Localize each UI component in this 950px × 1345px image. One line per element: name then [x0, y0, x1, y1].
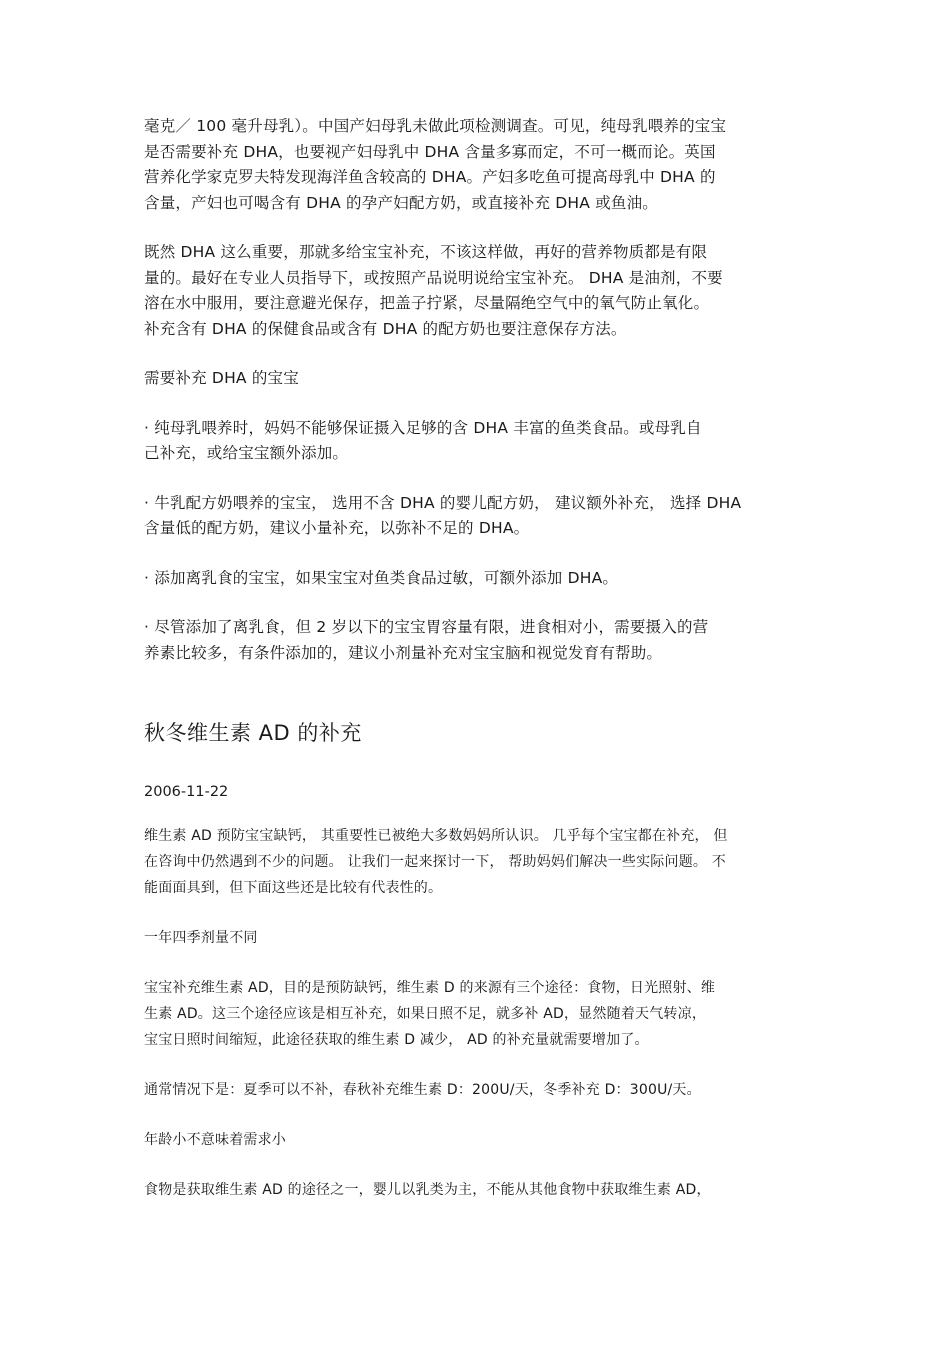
- text-line: 宝宝补充维生素 AD，目的是预防缺钙，维生素 D 的来源有三个途径：食物，日光照射、维: [144, 980, 716, 996]
- bullet-item: [144, 491, 810, 542]
- text-line: 溶在水中服用，要注意避光保存，把盖子拧紧，尽量隔绝空气中的氧气防止氧化。: [144, 294, 710, 312]
- text-line: 在咨询中仍然遇到不少的问题。 让我们一起来探讨一下， 帮助妈妈们解决一些实际问题。 不: [144, 854, 726, 870]
- text-line: 食物是获取维生素 AD 的途径之一，婴儿以乳类为主，不能从其他食物中获取维生素 AD，: [144, 1182, 711, 1198]
- text-line: · 添加离乳食的宝宝，如果宝宝对鱼类食品过敏，可额外添加 DHA。: [144, 568, 619, 587]
- text-line: 养素比较多，有条件添加的，建议小剂量补充对宝宝脑和视觉发育有帮助。: [144, 643, 663, 662]
- bullet-item: [144, 566, 810, 592]
- paragraph-food-sources: [144, 1177, 810, 1203]
- bullet-item: [144, 416, 810, 467]
- paragraph-dha-breastmilk: [144, 114, 810, 216]
- text-line: 己补充，或给宝宝额外添加。: [144, 444, 349, 462]
- text-line: 含量低的配方奶，建议小量补充，以弥补不足的 DHA。: [144, 519, 530, 537]
- article-date: 2006-11-22: [144, 784, 229, 800]
- text-line: 是否需要补充 DHA，也要视产妇母乳中 DHA 含量多寡而定，不可一概而论。英国: [144, 142, 716, 161]
- text-line: 含量，产妇也可喝含有 DHA 的孕产妇配方奶，或直接补充 DHA 或鱼油。: [144, 193, 658, 212]
- subheading-age-need: 年龄小不意味着需求小: [144, 1132, 286, 1148]
- paragraph-ad-sources: [144, 975, 810, 1053]
- paragraph-ad-intro: [144, 823, 810, 901]
- text-line: 补充含有 DHA 的保健食品或含有 DHA 的配方奶也要注意保存方法。: [144, 319, 627, 338]
- paragraph-dosage-guidance: 通常情况下是：夏季可以不补，春秋补充维生素 D：200U/天，冬季补充 D：300U/天。: [144, 1082, 701, 1098]
- section-heading-dha-babies: 需要补充 DHA 的宝宝: [144, 369, 299, 387]
- text-line: 营养化学家克罗夫特发现海洋鱼含较高的 DHA。产妇多吃鱼可提高母乳中 DHA 的: [144, 168, 716, 186]
- text-line: 既然 DHA 这么重要，那就多给宝宝补充，不该这样做，再好的营养物质都是有限: [144, 243, 708, 261]
- article-title: 秋冬维生素 AD 的补充: [144, 721, 362, 745]
- text-line: 量的。最好在专业人员指导下，或按照产品说明说给宝宝补充。 DHA 是油剂，不要: [144, 268, 723, 287]
- document-page: [144, 114, 810, 1203]
- subheading-seasonal-dosage: 一年四季剂量不同: [144, 930, 258, 946]
- text-line: 维生素 AD 预防宝宝缺钙， 其重要性已被绝大多数妈妈所认识。 几乎每个宝宝都在补充， 但: [144, 828, 728, 844]
- text-line: · 尽管添加了离乳食，但 2 岁以下的宝宝胃容量有限，进食相对小，需要摄入的营: [144, 618, 709, 636]
- text-line: · 牛乳配方奶喂养的宝宝， 选用不含 DHA 的婴儿配方奶， 建议额外补充， 选择 DHA: [144, 493, 742, 512]
- text-line: 能面面具到，但下面这些还是比较有代表性的。: [144, 880, 443, 896]
- text-line: · 纯母乳喂养时，妈妈不能够保证摄入足够的含 DHA 丰富的鱼类食品。或母乳自: [144, 418, 702, 437]
- text-line: 生素 AD。这三个途径应该是相互补充，如果日照不足，就多补 AD，显然随着天气转凉，: [144, 1006, 707, 1022]
- text-line: 毫克／ 100 毫升母乳）。中国产妇母乳未做此项检测调查。可见，纯母乳喂养的宝宝: [144, 117, 727, 135]
- paragraph-dha-dosage: [144, 240, 810, 342]
- text-line: 宝宝日照时间缩短，此途径获取的维生素 D 减少， AD 的补充量就需要增加了。: [144, 1032, 649, 1048]
- bullet-item: [144, 615, 810, 666]
